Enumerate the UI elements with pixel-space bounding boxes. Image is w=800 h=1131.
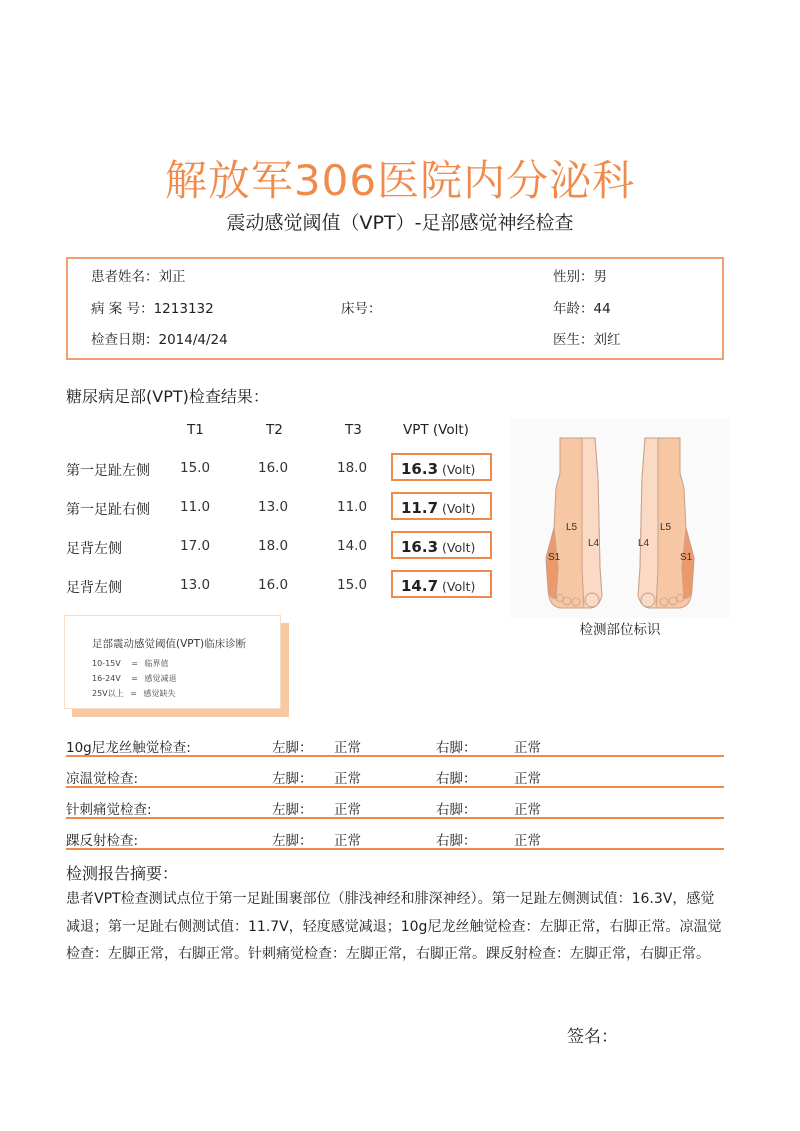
vpt-result-box — [391, 453, 492, 481]
l5-label: L5 — [660, 522, 672, 533]
right-foot-result: 正常 — [514, 833, 541, 849]
doctor-field — [553, 328, 621, 348]
left-foot-label: 左脚： — [272, 740, 313, 756]
left-foot-result: 正常 — [334, 833, 361, 849]
left-foot-result: 正常 — [334, 740, 361, 756]
test-row — [66, 733, 724, 757]
legend-meaning: 感觉减退 — [144, 674, 177, 683]
legend-item — [92, 673, 177, 684]
legend-sep: = — [131, 659, 138, 668]
s1-label: S1 — [548, 552, 561, 563]
right-foot-label: 右脚： — [436, 833, 477, 849]
column-header-t1: T1 — [187, 422, 204, 438]
vpt-cell-t2: 16.0 — [258, 460, 289, 476]
vpt-result-box — [391, 570, 492, 598]
patient-name-field — [91, 265, 186, 285]
test-row — [66, 826, 724, 850]
exam-date-field — [91, 328, 228, 348]
vpt-cell-t1: 13.0 — [180, 577, 211, 593]
signature-label: 签名： — [567, 1027, 618, 1047]
vpt-unit: (Volt) — [442, 540, 476, 555]
test-name: 凉温觉检查: — [66, 771, 139, 787]
vpt-cell-t1: 17.0 — [180, 538, 211, 554]
vpt-unit: (Volt) — [442, 501, 476, 516]
vpt-value: 16.3 — [401, 460, 439, 478]
right-foot-label: 右脚： — [436, 740, 477, 756]
vpt-value: 14.7 — [401, 577, 439, 595]
test-name: 踝反射检查: — [66, 833, 139, 849]
l5-label: L5 — [566, 522, 578, 533]
foot-diagram-caption: 检测部位标识 — [579, 622, 661, 638]
l4-label: L4 — [588, 538, 600, 549]
left-foot-result: 正常 — [334, 771, 361, 787]
vpt-cell-t3: 11.0 — [337, 499, 368, 515]
right-foot-result: 正常 — [514, 771, 541, 787]
test-name: 10g尼龙丝触觉检查: — [66, 740, 191, 756]
age-label: 年龄： — [553, 301, 594, 317]
right-foot-result: 正常 — [514, 802, 541, 818]
report-title: 震动感觉阈值（VPT）-足部感觉神经检查 — [226, 212, 574, 234]
test-name: 针刺痛觉检查: — [66, 802, 152, 818]
vpt-cell-t3: 14.0 — [337, 538, 368, 554]
legend-item — [92, 658, 169, 669]
foot-dermatome-diagram — [510, 418, 730, 618]
vpt-row-site: 第一足趾左侧 — [66, 463, 150, 479]
patient-info-box — [66, 257, 724, 360]
legend-title: 足部震动感觉阈值(VPT)临床诊断 — [92, 638, 247, 650]
column-header-t2: T2 — [266, 422, 283, 438]
vpt-row-site: 足背左侧 — [66, 580, 122, 596]
case-number-value: 1213132 — [153, 301, 214, 317]
vpt-cell-t2: 16.0 — [258, 577, 289, 593]
right-foot-label: 右脚： — [436, 802, 477, 818]
vpt-cell-t3: 18.0 — [337, 460, 368, 476]
legend-sep: = — [130, 689, 137, 698]
doctor-value: 刘红 — [593, 332, 621, 348]
exam-date-value: 2014/4/24 — [158, 332, 228, 348]
gender-value: 男 — [593, 269, 607, 285]
left-foot-label: 左脚： — [272, 771, 313, 787]
bed-field — [341, 297, 382, 317]
vpt-result-box — [391, 492, 492, 520]
column-header-vpt: VPT (Volt) — [403, 422, 469, 438]
exam-date-label: 检查日期： — [91, 332, 159, 348]
vpt-cell-t1: 11.0 — [180, 499, 211, 515]
left-foot-label: 左脚： — [272, 802, 313, 818]
vpt-value: 11.7 — [401, 499, 439, 517]
gender-field — [553, 265, 607, 285]
vpt-cell-t2: 18.0 — [258, 538, 289, 554]
patient-name-label: 患者姓名： — [91, 269, 159, 285]
vpt-section-title: 糖尿病足部(VPT)检查结果： — [66, 387, 269, 406]
legend-meaning: 临界值 — [144, 659, 169, 668]
legend-range: 10-15V — [92, 659, 121, 668]
hospital-title: 解放军306医院内分泌科 — [164, 156, 636, 205]
s1-label: S1 — [680, 552, 693, 563]
left-foot-label: 左脚： — [272, 833, 313, 849]
vpt-cell-t3: 15.0 — [337, 577, 368, 593]
legend-item — [92, 688, 175, 699]
legend-meaning: 感觉缺失 — [143, 689, 176, 698]
column-header-t3: T3 — [345, 422, 362, 438]
bed-label: 床号： — [341, 301, 382, 317]
age-value: 44 — [593, 301, 611, 317]
summary-text: 患者VPT检查测试点位于第一足趾围裹部位（腓浅神经和腓深神经）。第一足趾左侧测试值：16.3V，感觉减退；第一足趾右侧测试值：11.7V，轻度感觉减退；10g尼龙丝触觉检查：左脚正常，右脚正常。凉温觉检查：左脚正常，右脚正常。针刺痛觉检查：左脚正常，右脚正常。踝反射检查：左脚正常，右脚正常。 — [66, 891, 722, 962]
test-row — [66, 795, 724, 819]
age-field — [553, 297, 611, 317]
vpt-row-site: 第一足趾右侧 — [66, 502, 150, 518]
vpt-result-box — [391, 531, 492, 559]
vpt-cell-t2: 13.0 — [258, 499, 289, 515]
case-number-label: 病 案 号： — [91, 301, 154, 317]
vpt-unit: (Volt) — [442, 579, 476, 594]
test-row — [66, 764, 724, 788]
vpt-unit: (Volt) — [442, 462, 476, 477]
l4-label: L4 — [638, 538, 650, 549]
left-foot-result: 正常 — [334, 802, 361, 818]
summary-title: 检测报告摘要： — [66, 864, 179, 883]
gender-label: 性别： — [553, 269, 594, 285]
vpt-value: 16.3 — [401, 538, 439, 556]
vpt-row-site: 足背左侧 — [66, 541, 122, 557]
legend-body — [64, 615, 281, 709]
right-foot-result: 正常 — [514, 740, 541, 756]
diagnosis-legend-card — [64, 615, 289, 717]
doctor-label: 医生： — [553, 332, 594, 348]
legend-sep: = — [131, 674, 138, 683]
legend-range: 25V以上 — [92, 689, 124, 698]
patient-name-value: 刘正 — [158, 269, 186, 285]
vpt-cell-t1: 15.0 — [180, 460, 211, 476]
case-number-field — [91, 297, 214, 317]
legend-range: 16-24V — [92, 674, 121, 683]
right-foot-label: 右脚： — [436, 771, 477, 787]
